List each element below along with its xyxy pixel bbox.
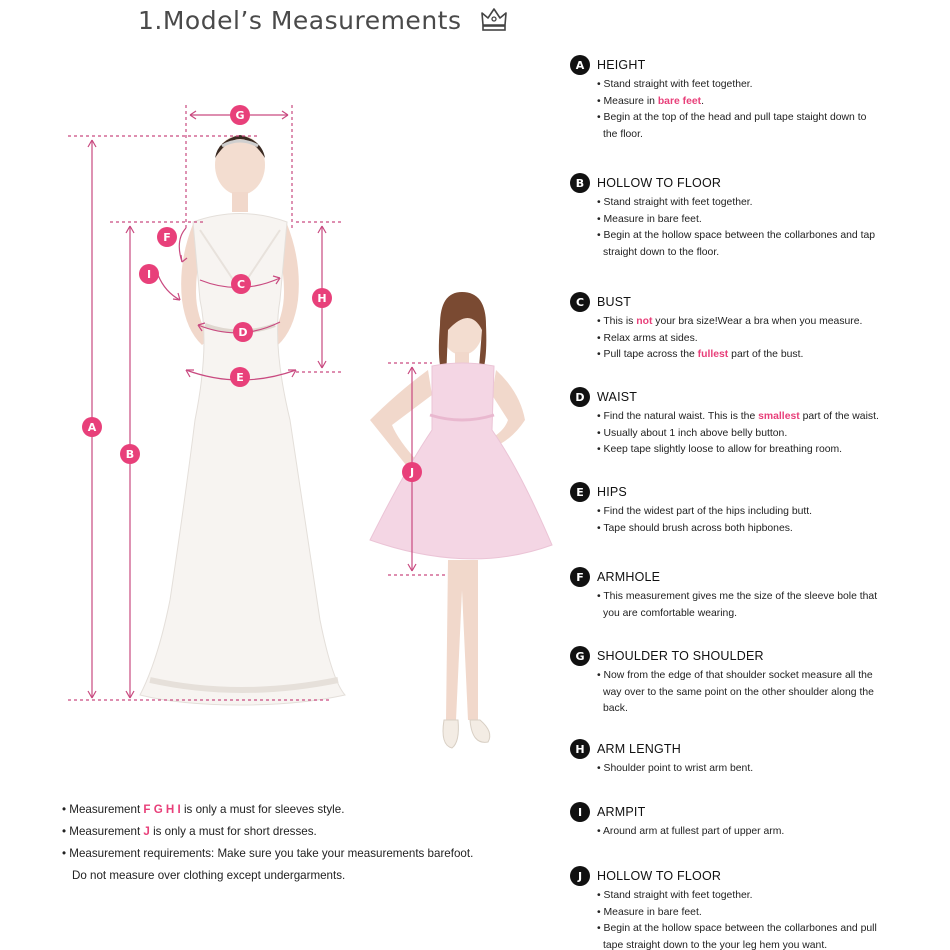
- section-letter-badge: B: [570, 173, 590, 193]
- svg-text:C: C: [236, 278, 246, 291]
- section-line: you are comfortable wearing.: [603, 607, 737, 619]
- marker-a: [82, 417, 102, 437]
- section-shoulder-to-shoulder: [570, 646, 945, 718]
- section-line: • Shoulder point to wrist arm bent.: [597, 763, 754, 774]
- bride-figure: [140, 135, 345, 705]
- svg-text:J: J: [409, 466, 415, 479]
- svg-text:F: F: [163, 231, 171, 244]
- section-title: HIPS: [597, 485, 627, 499]
- svg-text:D: D: [238, 326, 248, 339]
- section-hips: [570, 482, 945, 537]
- section-lines: [597, 195, 945, 261]
- page-title: 1.Model’s Measurements: [138, 6, 462, 35]
- section-armhole: [570, 567, 945, 622]
- section-letter-badge: G: [570, 646, 590, 666]
- marker-b: [120, 444, 140, 464]
- section-line: • Around arm at fullest part of upper arm.: [597, 826, 785, 837]
- section-line: • Stand straight with feet together.: [597, 890, 753, 901]
- section-letter-badge: D: [570, 387, 590, 407]
- note-line: • Measurement requirements: Make sure you take your measurements barefoot.: [62, 847, 474, 860]
- section-title: ARMHOLE: [597, 570, 661, 584]
- section-title: BUST: [597, 295, 632, 309]
- section-lines: [597, 888, 945, 950]
- section-line: • Find the widest part of the hips including butt.: [597, 506, 813, 517]
- section-lines: [597, 668, 945, 718]
- section-hollow-to-floor-short: [570, 866, 945, 950]
- section-line: • Find the natural waist. This is the smallest part of the waist.: [597, 411, 879, 422]
- section-line: back.: [603, 703, 628, 714]
- section-line: • Measure in bare feet.: [597, 906, 702, 918]
- section-line: • Stand straight with feet together.: [597, 79, 753, 90]
- section-lines: [597, 504, 945, 537]
- section-title: ARMPIT: [597, 805, 646, 819]
- section-line: • Measure in bare feet.: [597, 213, 702, 225]
- section-line: • Tape should brush across both hipbones.: [597, 522, 793, 534]
- section-letter-badge: A: [570, 55, 590, 75]
- section-line: • Keep tape slightly loose to allow for breathing room.: [597, 444, 843, 455]
- section-line: • Now from the edge of that shoulder socket measure all the: [597, 670, 873, 681]
- section-title: ARM LENGTH: [597, 742, 681, 756]
- svg-text:B: B: [125, 448, 135, 461]
- section-line: • Measure in bare feet.: [597, 95, 705, 107]
- svg-text:I: I: [146, 268, 152, 281]
- section-line: • This is not your bra size!Wear a bra when you measure.: [597, 316, 863, 327]
- section-title: HEIGHT: [597, 58, 646, 72]
- section-line: • This measurement gives me the size of the sleeve bole that: [597, 591, 878, 602]
- section-line: • Stand straight with feet together.: [597, 197, 753, 208]
- section-arm-length: [570, 739, 945, 778]
- marker-d: [233, 322, 253, 342]
- section-lines: [597, 824, 945, 841]
- svg-text:E: E: [236, 371, 244, 384]
- section-line: • Begin at the top of the head and pull tape staight down to: [597, 112, 867, 123]
- section-letter-badge: C: [570, 292, 590, 312]
- marker-e: [230, 367, 250, 387]
- svg-text:G: G: [235, 109, 245, 122]
- note-line: • Measurement F G H I is only a must for sleeves style.: [62, 803, 345, 816]
- section-title: HOLLOW TO FLOOR: [597, 176, 722, 190]
- section-letter-badge: I: [570, 802, 590, 822]
- section-line: the floor.: [603, 128, 643, 140]
- svg-text:A: A: [87, 421, 97, 434]
- section-lines: [597, 77, 945, 143]
- measurement-illustration: [0, 40, 565, 760]
- section-lines: [597, 761, 945, 778]
- note-line: • Measurement J is only a must for short dresses.: [62, 825, 317, 838]
- section-lines: [597, 589, 945, 622]
- marker-h: [312, 288, 332, 308]
- note-line: Do not measure over clothing except undergarments.: [72, 869, 346, 882]
- section-hollow-to-floor: [570, 173, 945, 261]
- marker-i: [139, 264, 159, 284]
- section-armpit: [570, 802, 945, 841]
- crown-icon: [479, 5, 509, 33]
- section-line: • Relax arms at sides.: [597, 332, 698, 344]
- section-letter-badge: H: [570, 739, 590, 759]
- svg-text:H: H: [317, 292, 327, 305]
- section-title: WAIST: [597, 390, 638, 404]
- marker-f: [157, 227, 177, 247]
- section-bust: [570, 292, 945, 364]
- section-line: straight down to the floor.: [603, 246, 720, 258]
- section-line: tape straight down to the your leg hem you want.: [603, 939, 828, 950]
- section-lines: [597, 409, 945, 459]
- marker-c: [231, 274, 251, 294]
- girl-figure: [370, 292, 552, 748]
- section-letter-badge: J: [570, 866, 590, 886]
- section-line: • Pull tape across the fullest part of the bust.: [597, 349, 804, 360]
- section-line: • Begin at the hollow space between the collarbones and pull: [597, 923, 877, 934]
- section-letter-badge: E: [570, 482, 590, 502]
- section-line: • Usually about 1 inch above belly button.: [597, 427, 788, 439]
- section-waist: [570, 387, 945, 459]
- section-title: SHOULDER TO SHOULDER: [597, 649, 764, 663]
- section-line: way over to the same point on the other shoulder along the: [603, 686, 874, 698]
- section-lines: [597, 314, 945, 364]
- marker-j: [402, 462, 422, 482]
- measurement-notes: [62, 799, 542, 887]
- section-height: [570, 55, 945, 143]
- section-letter-badge: F: [570, 567, 590, 587]
- section-title: HOLLOW TO FLOOR: [597, 869, 722, 883]
- section-line: • Begin at the hollow space between the collarbones and tap: [597, 230, 876, 241]
- marker-g: [230, 105, 250, 125]
